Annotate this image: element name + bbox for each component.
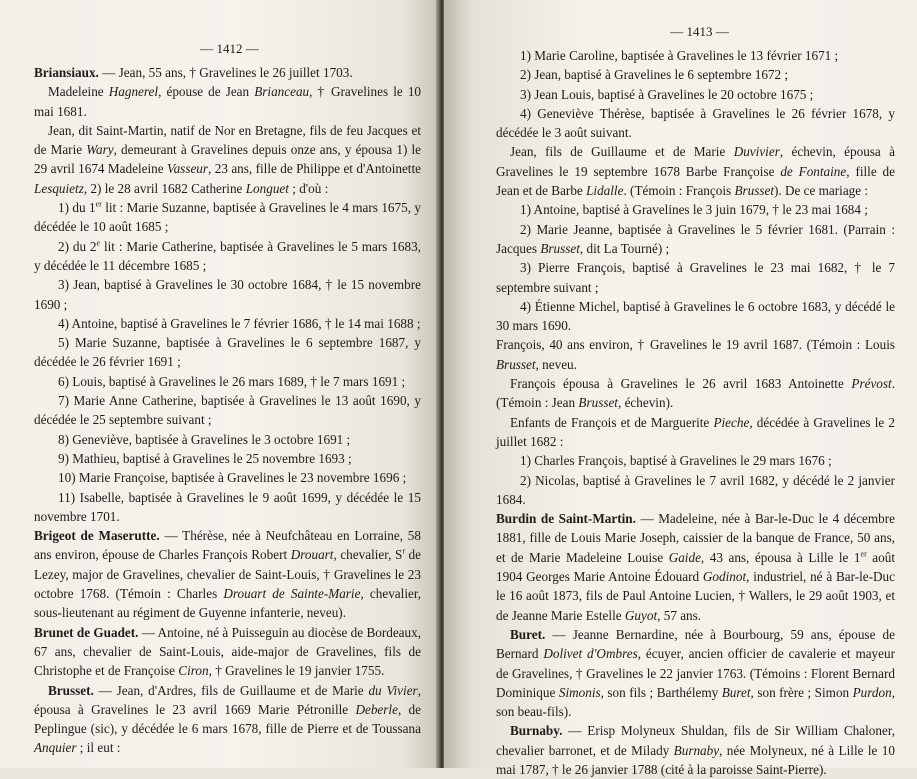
entry-burnaby: Burnaby. — Erisp Molyneux Shuldan, fils de Sir William Chaloner, chevalier barronet, et de Milady Burnaby, née Molyneux, né à Lille le 10 mai 1787, † le 26 janvier 1788 (cité à la paroisse Saint-Pierre). [496,723,895,777]
list-item: 3) Pierre François, baptisé à Gravelines le 23 mai 1682, † le 7 septembre suivant ; [496,260,895,295]
list-item: 1) du 1er lit : Marie Suzanne, baptisée à Gravelines le 4 mars 1675, y décédée le 10 août 1685 ; [34,199,421,235]
list-item: 6) Louis, baptisé à Gravelines le 26 mars 1689, † le 7 mars 1691 ; [58,373,406,389]
entry-brunet: Brunet de Guadet. — Antoine, né à Puisseguin au diocèse de Bordeaux, 67 ans, chevalier de Saint-Louis, aide-major de Gravelines, fils de Christophe et de Françoise Ciron, † Gravelines le 19 janvier 1755. [34,624,422,679]
right-page [444,0,917,777]
entry-paragraph: Enfants de François et de Marguerite Pieche, décédée à Gravelines le 2 juillet 1682 : [496,414,895,449]
list-item: 2) du 2e lit : Marie Catherine, baptisée à Gravelines le 5 mars 1683, y décédée le 11 décembre 1685 ; [34,238,421,273]
page-number-right: — 1413 — [670,24,729,39]
list-item: 1) Antoine, baptisé à Gravelines le 3 juin 1679, † le 23 mai 1684 ; [520,202,868,218]
entry-heading: Burnaby. [510,723,563,739]
list-item: 8) Geneviève, baptisée à Gravelines le 3 octobre 1691 ; [58,431,351,447]
entry-heading: Brigeot de Maserutte. [34,528,160,544]
right-page-text [496,46,895,779]
entry-text: — Jean, 55 ans, † Gravelines le 26 juillet 1703. [98,65,353,80]
entry-paragraph: François, 40 ans environ, † Gravelines le 19 avril 1687. (Témoin : Louis Brusset, neveu. [496,337,895,372]
list-item: 7) Marie Anne Catherine, baptisée à Gravelines le 13 août 1690, y décédée le 25 septembre suivant ; [34,393,421,428]
list-item: 11) Isabelle, baptisée à Gravelines le 9 août 1699, y décédée le 15 novembre 1701. [34,489,421,524]
left-page [0,0,438,768]
entry-paragraph: Madeleine Hagnerel, épouse de Jean Brianceau, † Gravelines le 10 mai 1681. [34,84,422,119]
list-item: 2) Nicolas, baptisé à Gravelines le 7 avril 1682, y décédé le 2 janvier 1684. [496,472,895,507]
entry-briansiaux [34,63,421,82]
entry-heading: Brusset. [48,682,94,698]
entry-paragraph: François épousa à Gravelines le 26 avril 1683 Antoinette Prévost. (Témoin : Jean Brusset, échevin). [496,376,895,411]
entry-burdin: Burdin de Saint-Martin. — Madeleine, née à Bar-le-Duc le 4 décembre 1881, fille de Louis Marie Joseph, caissier de la banque de France, 50 ans, et de Marie Madeleine Louise Gaide, 43 ans, épousa à Lille le 1er août 1904 Georges Marie Antoine Édouard Godinot, industriel, né à Bar-le-Duc le 16 août 1873, fils de Paul Antoine Lucien, † Wallers, le 29 août 1903, et de Jeanne Marie Estelle Guyot, 57 ans. [496,511,896,623]
entry-heading: Briansiaux. [34,65,99,80]
list-item: 1) Charles François, baptisé à Gravelines le 29 mars 1676 ; [520,453,832,469]
list-item: 4) Étienne Michel, baptisé à Gravelines le 6 octobre 1683, y décédé le 30 mars 1690. [496,298,895,334]
list-item: 2) Jean, baptisé à Gravelines le 6 septembre 1672 ; [520,67,789,83]
list-item: 5) Marie Suzanne, baptisée à Gravelines le 6 septembre 1687, y décédée le 26 février 1691 ; [34,335,421,370]
entry-heading: Burdin de Saint-Martin. [496,511,636,527]
entry-buret: Buret. — Jeanne Bernardine, née à Bourbourg, 59 ans, épouse de Bernard Dolivet d'Ombres, écuyer, ancien officier de cavalerie et mayeur de Gravelines, † Gravelines le 22 janvier 1763. (Témoins : Florent Bernard Dominique Simonis, son fils ; Barthélemy Buret, son frère ; Simon Purdon, son beau-fils). [496,626,895,720]
list-item: 3) Jean, baptisé à Gravelines le 30 octobre 1684, † le 15 novembre 1690 ; [34,277,421,312]
entry-brusset: Brusset. — Jean, d'Ardres, fils de Guillaume et de Marie du Vivier, épousa à Gravelines le 23 avril 1669 Marie Pétronille Deberle, de Peplingue (sic), y décédée le 6 mars 1678, fille de Pierre et de Toussana Anquier ; il eut : [34,682,421,756]
list-item: 10) Marie Françoise, baptisée à Gravelines le 23 novembre 1696 ; [58,470,407,486]
left-page-text [34,63,421,758]
list-item: 2) Marie Jeanne, baptisée à Gravelines le 5 février 1681. (Parrain : Jacques Brusset, dit La Tourné) ; [496,221,895,256]
entry-paragraph: Jean, fils de Guillaume et de Marie Duvivier, échevin, épousa à Gravelines le 19 septembre 1678 Barbe Françoise de Fontaine, fille de Jean et de Barbe Lidalle. (Témoin : François Brusset). De ce mariage : [496,144,896,199]
list-item: 4) Antoine, baptisé à Gravelines le 7 février 1686, † le 14 mai 1688 ; [58,315,421,331]
entry-heading: Buret. [510,626,546,642]
list-item: 3) Jean Louis, baptisé à Gravelines le 20 octobre 1675 ; [520,86,814,102]
list-item: 1) Marie Caroline, baptisée à Gravelines le 13 février 1671 ; [520,48,839,63]
entry-brigeot: Brigeot de Maserutte. — Thérèse, née à Neufchâteau en Lorraine, 58 ans environ, épouse de Charles François Robert Drouart, chevalier, $S^r$ de Lezey, major de Gravelines, chevalier de Saint-Louis, † Gravelines le 23 octobre 1768. (Témoin : Charles Drouart de Sainte-Marie, chevalier, sous-lieutenant au régiment de Guyenne infanterie, neveu). [34,528,421,621]
list-item: 9) Mathieu, baptisé à Gravelines le 25 novembre 1693 ; [58,450,352,466]
list-item: 4) Geneviève Thérèse, baptisée à Gravelines le 26 février 1678, y décédée le 3 août suivant. [496,105,895,141]
page-number-left: — 1412 — [200,41,259,56]
entry-heading: Brunet de Guadet. [34,624,139,640]
entry-paragraph: Jean, dit Saint-Martin, natif de Nor en Bretagne, fils de feu Jacques et de Marie Wary, demeurant à Gravelines depuis onze ans, y épousa 1) le 29 avril 1674 Madeleine Vasseur, 23 ans, fille de Philippe et d'Antoinette Lesquietz, 2) le 28 avril 1682 Catherine Longuet ; d'où : [34,122,422,196]
